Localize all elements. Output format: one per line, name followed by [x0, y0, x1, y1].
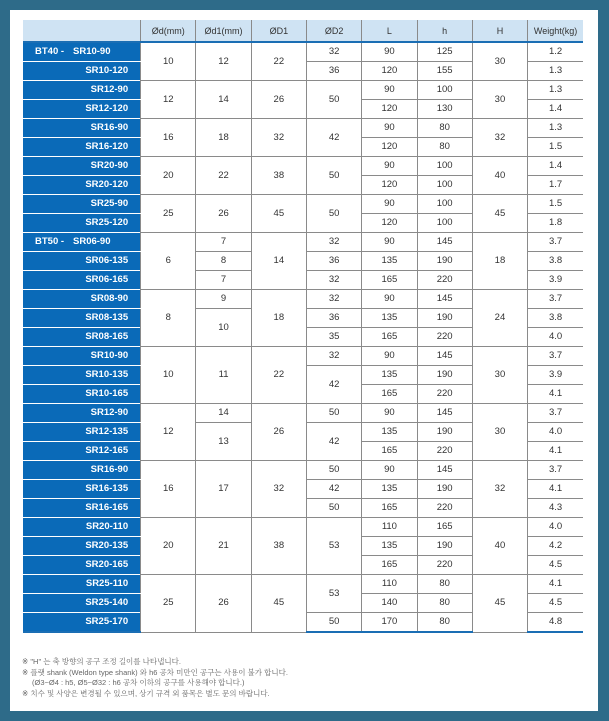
model-name: SR16-165 [23, 499, 141, 518]
cell-h: 100 [417, 214, 472, 233]
cell-weight: 1.5 [528, 138, 583, 157]
header-D1: ØD1 [251, 20, 306, 42]
footnote-1: ※ "H" 는 축 방향의 공구 조정 길이를 나타냅니다. [22, 657, 181, 666]
cell-D2: 42 [306, 366, 361, 404]
cell-d: 6 [141, 233, 196, 290]
table-row [23, 404, 583, 423]
cell-d1: 18 [196, 119, 251, 157]
cell-h: 145 [417, 347, 472, 366]
cell-d1: 26 [196, 195, 251, 233]
header-row [23, 20, 583, 42]
cell-h: 145 [417, 461, 472, 480]
cell-h: 80 [417, 594, 472, 613]
table-row [23, 157, 583, 176]
cell-D2: 32 [306, 233, 361, 252]
table-row [23, 518, 583, 537]
model-name: SR20-135 [23, 537, 141, 556]
cell-D2: 32 [306, 290, 361, 309]
cell-D2: 50 [306, 195, 361, 233]
cell-d: 12 [141, 404, 196, 461]
cell-h: 100 [417, 195, 472, 214]
cell-h: 190 [417, 366, 472, 385]
model-name: SR08-165 [23, 328, 141, 347]
cell-L: 90 [362, 461, 417, 480]
model-name: SR12-90 [23, 404, 141, 423]
model-name: SR25-170 [23, 613, 141, 633]
header-L: L [362, 20, 417, 42]
cell-d: 25 [141, 195, 196, 233]
table-row [23, 575, 583, 594]
table-row [23, 347, 583, 366]
header-weight: Weight(kg) [528, 20, 583, 42]
header-d: Ød(mm) [141, 20, 196, 42]
cell-L: 120 [362, 214, 417, 233]
cell-D2: 32 [306, 42, 361, 62]
cell-D2: 50 [306, 461, 361, 480]
cell-H: 40 [472, 157, 527, 195]
cell-weight: 4.0 [528, 518, 583, 537]
cell-h: 100 [417, 176, 472, 195]
cell-weight: 4.5 [528, 594, 583, 613]
cell-h: 80 [417, 138, 472, 157]
cell-d1: 8 [196, 252, 251, 271]
cell-h: 145 [417, 233, 472, 252]
model-name: SR12-165 [23, 442, 141, 461]
cell-L: 110 [362, 575, 417, 594]
model-name: SR25-90 [23, 195, 141, 214]
cell-D2: 53 [306, 518, 361, 575]
cell-weight: 4.5 [528, 556, 583, 575]
cell-L: 165 [362, 499, 417, 518]
cell-h: 190 [417, 537, 472, 556]
model-name: SR20-120 [23, 176, 141, 195]
cell-d1: 13 [196, 423, 251, 461]
cell-D2: 50 [306, 499, 361, 518]
cell-d1: 9 [196, 290, 251, 309]
cell-L: 135 [362, 480, 417, 499]
cell-d1: 11 [196, 347, 251, 404]
cell-D2: 42 [306, 480, 361, 499]
table-row [23, 233, 583, 252]
cell-d: 10 [141, 347, 196, 404]
cell-H: 32 [472, 119, 527, 157]
cell-h: 220 [417, 271, 472, 290]
cell-L: 135 [362, 309, 417, 328]
table-row [23, 42, 583, 62]
spec-card [10, 10, 598, 711]
cell-weight: 1.8 [528, 214, 583, 233]
model-name: SR10-90 [23, 347, 141, 366]
model-name: SR20-90 [23, 157, 141, 176]
header-H: H [472, 20, 527, 42]
cell-d1: 14 [196, 404, 251, 423]
cell-weight: 3.9 [528, 271, 583, 290]
cell-L: 165 [362, 328, 417, 347]
cell-L: 90 [362, 119, 417, 138]
cell-weight: 3.7 [528, 347, 583, 366]
cell-h: 145 [417, 290, 472, 309]
cell-h: 220 [417, 556, 472, 575]
cell-d: 12 [141, 81, 196, 119]
cell-d1: 17 [196, 461, 251, 518]
cell-h: 220 [417, 442, 472, 461]
cell-h: 190 [417, 309, 472, 328]
cell-D2: 50 [306, 81, 361, 119]
cell-h: 190 [417, 480, 472, 499]
footnote-2-detail: (Ø3~Ø4 : h5, Ø5~Ø32 : h6 공차 이하의 공구를 사용해야 합니다.) [32, 678, 245, 687]
model-name: BT40 -SR10-90 [23, 42, 141, 62]
cell-D2: 42 [306, 423, 361, 461]
cell-d: 16 [141, 119, 196, 157]
header-d1: Ød1(mm) [196, 20, 251, 42]
cell-D2: 42 [306, 119, 361, 157]
table-row [23, 119, 583, 138]
cell-D2: 50 [306, 404, 361, 423]
model-name: SR12-135 [23, 423, 141, 442]
cell-L: 135 [362, 423, 417, 442]
table-row [23, 81, 583, 100]
cell-H: 30 [472, 42, 527, 81]
header-h: h [417, 20, 472, 42]
cell-D1: 45 [251, 195, 306, 233]
cell-D2: 36 [306, 62, 361, 81]
cell-h: 100 [417, 81, 472, 100]
cell-d: 8 [141, 290, 196, 347]
table-row [23, 461, 583, 480]
cell-L: 120 [362, 176, 417, 195]
cell-L: 90 [362, 290, 417, 309]
cell-h: 130 [417, 100, 472, 119]
cell-L: 165 [362, 442, 417, 461]
cell-D1: 38 [251, 518, 306, 575]
cell-H: 24 [472, 290, 527, 347]
cell-weight: 3.7 [528, 233, 583, 252]
model-name: SR12-120 [23, 100, 141, 119]
cell-H: 30 [472, 347, 527, 404]
model-name: SR08-90 [23, 290, 141, 309]
cell-D2: 35 [306, 328, 361, 347]
cell-weight: 1.4 [528, 157, 583, 176]
cell-L: 120 [362, 100, 417, 119]
cell-H: 40 [472, 518, 527, 575]
cell-H: 45 [472, 195, 527, 233]
model-name: SR06-135 [23, 252, 141, 271]
footnotes [22, 657, 288, 699]
cell-weight: 4.2 [528, 537, 583, 556]
model-name: SR20-110 [23, 518, 141, 537]
cell-L: 165 [362, 556, 417, 575]
cell-d: 10 [141, 42, 196, 81]
cell-weight: 3.8 [528, 309, 583, 328]
model-name: SR16-90 [23, 119, 141, 138]
model-name: SR20-165 [23, 556, 141, 575]
cell-D1: 26 [251, 404, 306, 461]
cell-L: 120 [362, 138, 417, 157]
cell-weight: 1.5 [528, 195, 583, 214]
cell-weight: 4.1 [528, 385, 583, 404]
cell-L: 90 [362, 157, 417, 176]
cell-h: 100 [417, 157, 472, 176]
cell-H: 30 [472, 81, 527, 119]
cell-weight: 4.0 [528, 423, 583, 442]
cell-h: 80 [417, 119, 472, 138]
cell-L: 90 [362, 347, 417, 366]
cell-weight: 4.8 [528, 613, 583, 633]
cell-h: 145 [417, 404, 472, 423]
cell-d1: 7 [196, 271, 251, 290]
cell-d: 20 [141, 157, 196, 195]
cell-weight: 3.7 [528, 404, 583, 423]
cell-D2: 53 [306, 575, 361, 613]
cell-L: 90 [362, 195, 417, 214]
cell-d1: 12 [196, 42, 251, 81]
cell-L: 110 [362, 518, 417, 537]
cell-h: 190 [417, 423, 472, 442]
cell-D1: 18 [251, 290, 306, 347]
cell-weight: 3.7 [528, 461, 583, 480]
cell-L: 165 [362, 385, 417, 404]
cell-D2: 50 [306, 157, 361, 195]
cell-D1: 45 [251, 575, 306, 633]
cell-D1: 26 [251, 81, 306, 119]
model-name: SR10-165 [23, 385, 141, 404]
cell-D2: 50 [306, 613, 361, 633]
cell-weight: 4.1 [528, 575, 583, 594]
cell-D2: 36 [306, 252, 361, 271]
cell-weight: 3.8 [528, 252, 583, 271]
cell-L: 120 [362, 62, 417, 81]
cell-weight: 4.3 [528, 499, 583, 518]
model-name: SR06-165 [23, 271, 141, 290]
model-name: BT50 -SR06-90 [23, 233, 141, 252]
model-name: SR16-135 [23, 480, 141, 499]
cell-H: 45 [472, 575, 527, 633]
cell-h: 220 [417, 328, 472, 347]
cell-h: 80 [417, 575, 472, 594]
cell-d: 16 [141, 461, 196, 518]
cell-weight: 4.1 [528, 442, 583, 461]
cell-h: 220 [417, 385, 472, 404]
cell-h: 80 [417, 613, 472, 633]
cell-D1: 22 [251, 42, 306, 81]
cell-weight: 1.2 [528, 42, 583, 62]
cell-L: 170 [362, 613, 417, 633]
cell-H: 18 [472, 233, 527, 290]
cell-H: 32 [472, 461, 527, 518]
cell-h: 155 [417, 62, 472, 81]
cell-L: 140 [362, 594, 417, 613]
model-name: SR12-90 [23, 81, 141, 100]
cell-L: 165 [362, 271, 417, 290]
cell-h: 220 [417, 499, 472, 518]
cell-L: 135 [362, 252, 417, 271]
cell-D1: 38 [251, 157, 306, 195]
cell-weight: 1.3 [528, 62, 583, 81]
header-D2: ØD2 [306, 20, 361, 42]
model-name: SR10-120 [23, 62, 141, 81]
model-name: SR25-120 [23, 214, 141, 233]
cell-d1: 21 [196, 518, 251, 575]
model-name: SR08-135 [23, 309, 141, 328]
cell-d: 25 [141, 575, 196, 633]
model-name: SR25-110 [23, 575, 141, 594]
cell-d: 20 [141, 518, 196, 575]
cell-d1: 7 [196, 233, 251, 252]
cell-D1: 32 [251, 461, 306, 518]
cell-weight: 1.3 [528, 119, 583, 138]
cell-D1: 14 [251, 233, 306, 290]
table-row [23, 195, 583, 214]
spec-table [23, 20, 583, 633]
model-name: SR16-120 [23, 138, 141, 157]
cell-weight: 1.3 [528, 81, 583, 100]
cell-d1: 14 [196, 81, 251, 119]
cell-h: 165 [417, 518, 472, 537]
cell-weight: 4.0 [528, 328, 583, 347]
model-name: SR16-90 [23, 461, 141, 480]
cell-L: 90 [362, 42, 417, 62]
cell-D1: 22 [251, 347, 306, 404]
cell-d1: 10 [196, 309, 251, 347]
model-name: SR10-135 [23, 366, 141, 385]
cell-weight: 4.1 [528, 480, 583, 499]
footnote-2: ※ 플랫 shank (Weldon type shank) 와 h6 공차 미만인 공구는 사용이 불가 합니다. [22, 667, 288, 677]
cell-weight: 1.7 [528, 176, 583, 195]
cell-D2: 36 [306, 309, 361, 328]
cell-h: 190 [417, 252, 472, 271]
header-model [23, 20, 141, 42]
cell-D2: 32 [306, 271, 361, 290]
cell-d1: 26 [196, 575, 251, 633]
cell-h: 125 [417, 42, 472, 62]
cell-L: 90 [362, 81, 417, 100]
cell-L: 90 [362, 233, 417, 252]
cell-L: 90 [362, 404, 417, 423]
footnote-3: ※ 치수 및 사양은 변경될 수 있으며, 상기 규격 외 품목은 별도 문의 바랍니다. [22, 688, 270, 698]
cell-d1: 22 [196, 157, 251, 195]
cell-weight: 1.4 [528, 100, 583, 119]
cell-L: 135 [362, 537, 417, 556]
cell-D1: 32 [251, 119, 306, 157]
cell-weight: 3.9 [528, 366, 583, 385]
cell-D2: 32 [306, 347, 361, 366]
cell-H: 30 [472, 404, 527, 461]
cell-weight: 3.7 [528, 290, 583, 309]
table-row [23, 290, 583, 309]
model-name: SR25-140 [23, 594, 141, 613]
cell-L: 135 [362, 366, 417, 385]
